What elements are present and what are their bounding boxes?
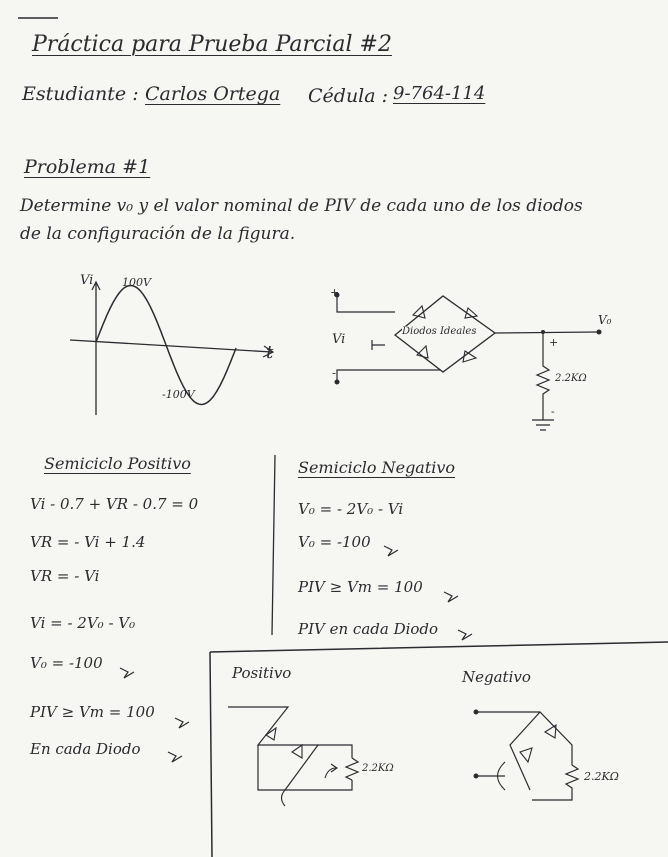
circuit-vo-label: V₀ [598, 313, 612, 327]
right-eq-2: V₀ = -100 [298, 533, 371, 551]
left-eq-6: PIV ≥ Vm = 100 [30, 703, 155, 721]
graph-vi-label: Vi [80, 273, 94, 288]
box-resistor-right-label: 2.2KΩ [584, 770, 619, 783]
problem-text-line1: Determine v₀ y el valor nominal de PIV de cada uno de los diodos [20, 196, 583, 216]
right-heading: Semiciclo Negativo [298, 458, 456, 477]
circuit-plus-top: + [330, 286, 340, 299]
problem-title: Problema #1 [24, 156, 151, 178]
circuit-vi-label: Vi [332, 332, 346, 347]
box-negative-label: Negativo [462, 668, 531, 686]
left-heading: Semiciclo Positivo [44, 454, 191, 473]
left-eq-1: Vi - 0.7 + VR - 0.7 = 0 [30, 495, 199, 513]
student-name: Carlos Ortega [145, 83, 281, 105]
problem-text-line2: de la configuración de la figura. [20, 224, 296, 244]
graph-t-label: t [266, 342, 274, 363]
box-positive-label: Positivo [232, 664, 292, 682]
left-eq-4: Vi = - 2V₀ - V₀ [30, 614, 136, 632]
graph-peak-label: 100V [122, 276, 151, 289]
right-eq-3: PIV ≥ Vm = 100 [298, 578, 423, 596]
circuit-diodes-label: Diodos Ideales [402, 326, 477, 337]
left-eq-3: VR = - Vi [30, 567, 100, 585]
left-eq-5: V₀ = -100 [30, 654, 103, 672]
graph-neg-peak-label: -100V [162, 388, 195, 401]
left-eq-7: En cada Diodo [30, 740, 141, 758]
right-eq-1: V₀ = - 2V₀ - Vi [298, 500, 404, 518]
id-value: 9-764-114 [393, 83, 486, 104]
student-label: Estudiante : [22, 83, 139, 105]
left-eq-2: VR = - Vi + 1.4 [30, 533, 146, 551]
circuit-minus-output: - [551, 405, 555, 418]
circuit-minus-bottom: - [332, 366, 337, 380]
right-eq-4: PIV en cada Diodo [298, 620, 439, 638]
id-label: Cédula : [308, 85, 389, 107]
page-title: Práctica para Prueba Parcial #2 [32, 32, 392, 57]
circuit-resistor-label: 2.2KΩ [555, 373, 587, 384]
box-resistor-left-label: 2.2KΩ [362, 763, 394, 774]
circuit-plus-output: + [549, 336, 559, 349]
